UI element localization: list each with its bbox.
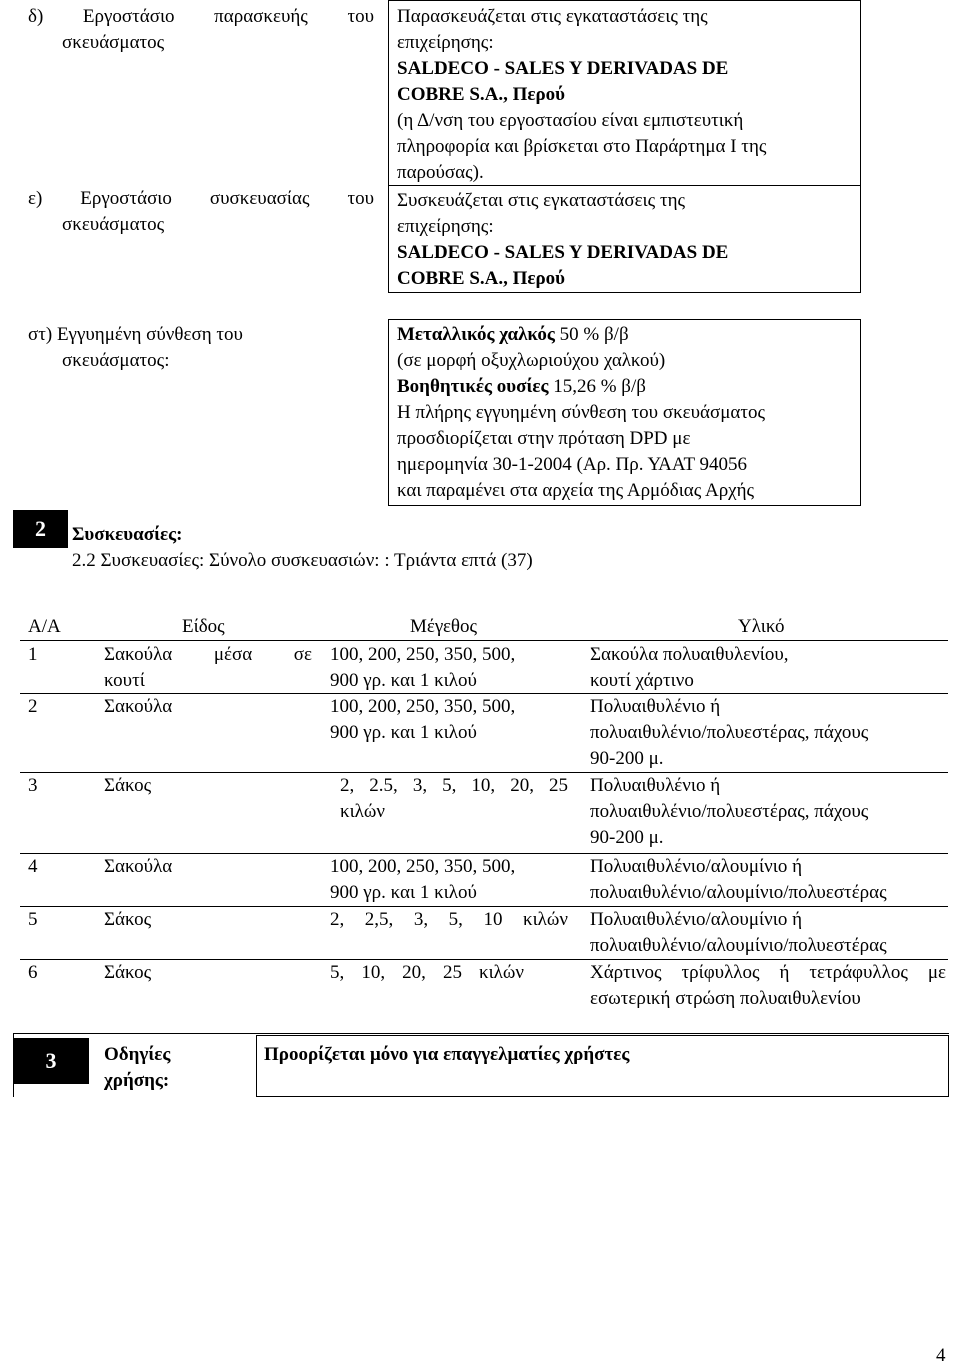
section-e-box <box>388 185 861 293</box>
row-5-material-line1: Πολυαιθυλένιο/αλουμίνιο ή <box>590 909 803 930</box>
row-2-size <box>330 694 515 746</box>
section-3-label-line2: χρήσης: <box>104 1070 170 1091</box>
row-1-size <box>330 642 515 694</box>
row-1-type-line2: κουτί <box>104 670 145 691</box>
row-6-no: 6 <box>28 962 38 983</box>
section-st-label <box>28 322 243 374</box>
section-d-box-line2: επιχείρησης: <box>397 32 494 53</box>
section-d-word2: παρασκευής <box>214 6 308 27</box>
row-1-divider <box>20 693 948 694</box>
section-e-box-line2: επιχείρησης: <box>397 216 494 237</box>
composition-box <box>388 319 861 506</box>
section-st-label-line1: στ) Εγγυημένη σύνθεση του <box>28 324 243 345</box>
row-4-material-line2: πολυαιθυλένιο/αλουμίνιο/πολυεστέρας <box>590 882 887 903</box>
section-d-box-line1: Παρασκευάζεται στις εγκαταστάσεις της <box>397 6 708 27</box>
section-d-company: SALDECO - SALES Y DERIVADAS DE <box>397 58 729 79</box>
section-2-subtitle: 2.2 Συσκευασίες: Σύνολο συσκευασιών: : Τριάντα επτά (37) <box>72 550 533 571</box>
row-3-divider <box>20 853 948 854</box>
header-no: Α/Α <box>28 616 61 637</box>
row-3-size <box>340 773 568 825</box>
row-2-no: 2 <box>28 696 38 717</box>
section-d-prefix: δ) <box>28 6 44 27</box>
section-3-number: 3 <box>13 1038 89 1084</box>
row-1-type <box>104 642 312 694</box>
section-e-company: SALDECO - SALES Y DERIVADAS DE <box>397 242 729 263</box>
section-3-label-line1: Οδηγίες <box>104 1044 171 1065</box>
row-4-type: Σακούλα <box>104 856 173 877</box>
active-ingredient-note: (σε μορφή οξυχλωριούχου χαλκού) <box>397 350 666 371</box>
composition-text-line4: και παραμένει στα αρχεία της Αρμόδιας Αρχής <box>397 480 755 501</box>
section-d-company-location: COBRE S.A., Περού <box>397 84 566 105</box>
section-d-label <box>28 4 374 56</box>
header-divider <box>20 640 948 641</box>
section-e-label <box>28 186 374 238</box>
row-2-size-line2: 900 γρ. και 1 κιλού <box>330 722 477 743</box>
section-d-box-line5: (η Δ/νση του εργοστασίου είναι εμπιστευτική <box>397 110 744 131</box>
row-2-divider <box>20 772 948 773</box>
row-4-material-line1: Πολυαιθυλένιο/αλουμίνιο ή <box>590 856 803 877</box>
row-6-material-line1: Χάρτινος τρίφυλλος ή τετράφυλλος με <box>590 962 946 983</box>
row-1-size-line2: 900 γρ. και 1 κιλού <box>330 670 477 691</box>
page-number: 4 <box>936 1345 946 1366</box>
composition-text-line2: προσδιορίζεται στην πρόταση DPD με <box>397 428 691 449</box>
section-st-label-line2: σκευάσματος: <box>62 350 170 371</box>
row-1-type-line1: Σακούλα μέσα σε <box>104 644 312 665</box>
row-1-size-line1: 100, 200, 250, 350, 500, <box>330 644 516 665</box>
active-ingredient-value: 50 % β/β <box>554 324 629 345</box>
section-2-title: Συσκευασίες: <box>72 524 183 545</box>
row-3-size-line1: 2, 2.5, 3, 5, 10, 20, 25 <box>340 775 568 796</box>
section-d-word1: Εργοστάσιο <box>82 6 175 27</box>
row-3-material-line1: Πολυαιθυλένιο ή <box>590 775 721 796</box>
section-e-box-line1: Συσκευάζεται στις εγκαταστάσεις της <box>397 190 686 211</box>
row-5-material-line2: πολυαιθυλένιο/αλουμίνιο/πολυεστέρας <box>590 935 887 956</box>
row-3-material <box>590 773 868 851</box>
section-e-word2: συσκευασίας <box>209 188 310 209</box>
active-ingredient-label: Μεταλλικός χαλκός <box>397 324 555 345</box>
row-3-no: 3 <box>28 775 38 796</box>
row-4-divider <box>20 906 948 907</box>
row-2-type: Σακούλα <box>104 696 173 717</box>
section-2-number: 2 <box>13 510 68 548</box>
row-5-type: Σάκος <box>104 909 152 930</box>
row-6-type: Σάκος <box>104 962 152 983</box>
section-3-label <box>104 1042 170 1094</box>
row-5-no: 5 <box>28 909 38 930</box>
instructions-text: Προορίζεται μόνο για επαγγελματίες χρήστες <box>264 1044 630 1065</box>
row-6-size: 5, 10, 20, 25 κιλών <box>330 962 524 983</box>
section-e-word3: του <box>347 188 374 209</box>
active-ingredient <box>397 322 852 348</box>
row-2-material-line3: 90-200 μ. <box>590 748 664 769</box>
row-2-material-line1: Πολυαιθυλένιο ή <box>590 696 721 717</box>
auxiliary-substances <box>397 374 852 400</box>
row-5-material <box>590 907 887 959</box>
row-2-material-line2: πολυαιθυλένιο/πολυεστέρας, πάχους <box>590 722 869 743</box>
row-1-no: 1 <box>28 644 38 665</box>
row-4-material <box>590 854 887 906</box>
row-6-material <box>590 960 946 1012</box>
section-e-company-location: COBRE S.A., Περού <box>397 268 566 289</box>
header-type: Είδος <box>182 616 225 637</box>
section-e-word1: Εργοστάσιο <box>80 188 172 209</box>
row-5-divider <box>20 959 948 960</box>
section-d-label-line2: σκευάσματος <box>62 32 165 53</box>
row-2-material <box>590 694 868 772</box>
section-d-box-line6: πληροφορία και βρίσκεται στο Παράρτημα Ι της <box>397 136 767 157</box>
row-4-no: 4 <box>28 856 38 877</box>
row-1-material-line2: κουτί χάρτινο <box>590 670 694 691</box>
section-d-word3: του <box>347 6 374 27</box>
row-4-size-line2: 900 γρ. και 1 κιλού <box>330 882 477 903</box>
row-3-material-line2: πολυαιθυλένιο/πολυεστέρας, πάχους <box>590 801 869 822</box>
row-3-material-line3: 90-200 μ. <box>590 827 664 848</box>
row-2-size-line1: 100, 200, 250, 350, 500, <box>330 696 516 717</box>
auxiliary-value: 15,26 % β/β <box>548 376 646 397</box>
auxiliary-label: Βοηθητικές ουσίες <box>397 376 549 397</box>
row-1-material <box>590 642 789 694</box>
section-d-box <box>388 0 861 186</box>
composition-text-line1: Η πλήρης εγγυημένη σύνθεση του σκευάσματος <box>397 402 766 423</box>
composition-text-line3: ημερομηνία 30-1-2004 (Αρ. Πρ. ΥΑΑΤ 94056 <box>397 454 748 475</box>
row-4-size-line1: 100, 200, 250, 350, 500, <box>330 856 516 877</box>
row-5-size: 2, 2,5, 3, 5, 10 κιλών <box>330 909 568 930</box>
row-6-material-line2: εσωτερική στρώση πολυαιθυλενίου <box>590 988 861 1009</box>
row-4-size <box>330 854 515 906</box>
row-1-material-line1: Σακούλα πολυαιθυλενίου, <box>590 644 789 665</box>
row-3-type: Σάκος <box>104 775 152 796</box>
section-e-label-line2: σκευάσματος <box>62 214 165 235</box>
header-size: Μέγεθος <box>410 616 478 637</box>
section-d-box-line7: παρούσας). <box>397 162 484 183</box>
row-3-size-line2: κιλών <box>340 801 385 822</box>
header-material: Υλικό <box>738 616 785 637</box>
section-e-prefix: ε) <box>28 188 43 209</box>
